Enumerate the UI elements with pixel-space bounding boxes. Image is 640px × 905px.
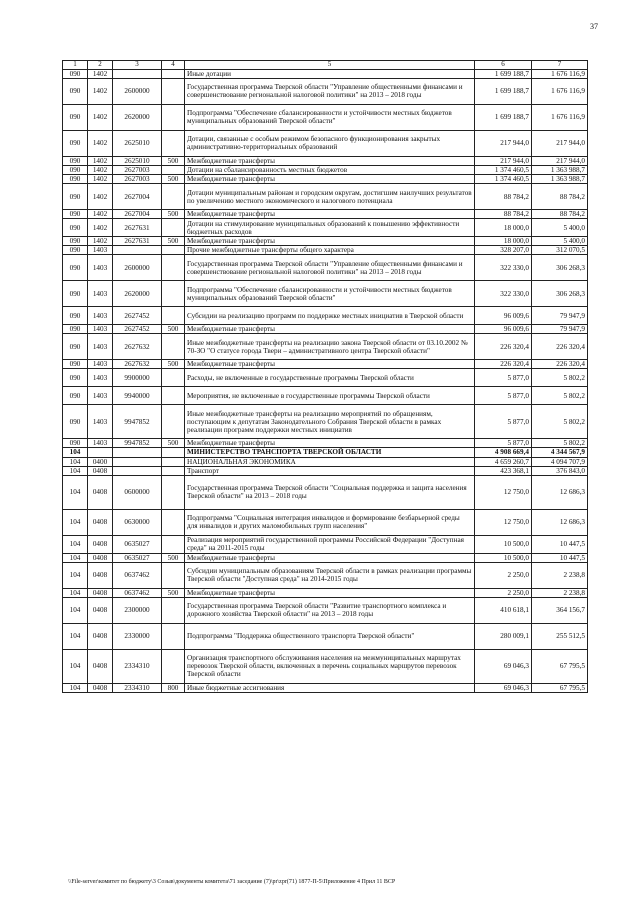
cell-amount-executed: 2 238,8 [532,562,588,588]
cell-description: Дотации, связанные с особым режимом безопасного функционирования закрытых административно-территориальных образований [185,130,475,156]
cell-amount-executed: 4 344 567,9 [532,448,588,457]
cell-description: Подпрограмма "Обеспечение сбалансированности и устойчивости местных бюджетов муниципальных образований Тверской области" [185,281,475,307]
cell-description: Межбюджетные трансферты [185,439,475,448]
cell-amount-executed: 255 512,5 [532,623,588,649]
cell-grbs-code: 104 [63,553,88,562]
cell-section-code: 0408 [88,623,113,649]
cell-expense-type: 500 [162,210,185,219]
table-row [63,683,588,692]
cell-section-code: 1402 [88,237,113,246]
column-header: 4 [162,61,185,70]
cell-grbs-code: 104 [63,562,88,588]
cell-amount-planned: 5 877,0 [475,405,532,439]
cell-section-code: 0408 [88,597,113,623]
cell-description: Субсидии муниципальным образованиям Тверской области в рамках реализации программы Тверской области "Доступная среда" на 2014-2015 годы [185,562,475,588]
cell-expense-type [162,623,185,649]
cell-target-article [113,466,162,475]
cell-grbs-code: 090 [63,360,88,369]
cell-amount-planned: 96 009,6 [475,325,532,334]
cell-target-article: 2627631 [113,237,162,246]
table-row [63,78,588,104]
cell-section-code: 1403 [88,281,113,307]
cell-section-code: 1402 [88,156,113,165]
cell-amount-executed: 2 238,8 [532,588,588,597]
cell-expense-type: 500 [162,156,185,165]
cell-grbs-code: 104 [63,649,88,683]
cell-expense-type [162,562,185,588]
column-header: 1 [63,61,88,70]
cell-amount-planned: 5 877,0 [475,387,532,405]
cell-amount-planned: 69 046,3 [475,683,532,692]
cell-target-article: 2600000 [113,78,162,104]
cell-target-article: 2627632 [113,334,162,360]
table-row [63,307,588,325]
cell-target-article: 2330000 [113,623,162,649]
cell-description: Мероприятия, не включенные в государственные программы Тверской области [185,387,475,405]
table-row [63,509,588,535]
cell-amount-executed: 79 947,9 [532,307,588,325]
cell-section-code: 1402 [88,104,113,130]
column-header: 5 [185,61,475,70]
cell-grbs-code: 104 [63,466,88,475]
cell-amount-executed: 1 676 116,9 [532,104,588,130]
cell-description: Иные межбюджетные трансферты на реализацию закона Тверской области от 03.10.2002 № 70-ЗО "О статусе города Твери – административного центра Тверской области" [185,334,475,360]
table-row [63,246,588,255]
cell-grbs-code: 104 [63,535,88,553]
cell-section-code: 1403 [88,255,113,281]
column-header: 7 [532,61,588,70]
cell-amount-planned: 226 320,4 [475,360,532,369]
cell-description: Подпрограмма "Обеспечение сбалансированности и устойчивости местных бюджетов муниципальных образований Тверской области" [185,104,475,130]
cell-target-article: 2334310 [113,649,162,683]
cell-section-code: 0400 [88,457,113,466]
cell-description: Государственная программа Тверской области "Социальная поддержка и защита населения Тверской области" на 2013 – 2018 годы [185,475,475,509]
cell-amount-executed: 10 447,5 [532,535,588,553]
cell-amount-planned: 88 784,2 [475,210,532,219]
cell-description: Межбюджетные трансферты [185,325,475,334]
cell-grbs-code: 090 [63,184,88,210]
cell-target-article: 2600000 [113,255,162,281]
cell-amount-planned: 5 877,0 [475,439,532,448]
cell-expense-type [162,281,185,307]
cell-description: Прочие межбюджетные трансферты общего характера [185,246,475,255]
cell-expense-type [162,130,185,156]
cell-target-article: 2627452 [113,325,162,334]
cell-target-article: 0635027 [113,535,162,553]
column-header: 3 [113,61,162,70]
cell-amount-executed: 4 094 707,9 [532,457,588,466]
cell-amount-planned: 18 000,0 [475,237,532,246]
cell-section-code: 1402 [88,210,113,219]
table-row [63,553,588,562]
cell-expense-type [162,597,185,623]
cell-expense-type: 500 [162,237,185,246]
cell-target-article: 2627631 [113,219,162,237]
cell-amount-executed: 5 802,2 [532,405,588,439]
cell-description: Иные дотации [185,69,475,78]
cell-description: Межбюджетные трансферты [185,175,475,184]
cell-amount-planned: 410 618,1 [475,597,532,623]
cell-description: Реализация мероприятий государственной программы Российской Федерации "Доступная среда" на 2011-2015 годы [185,535,475,553]
cell-amount-executed: 88 784,2 [532,184,588,210]
cell-amount-executed: 10 447,5 [532,553,588,562]
cell-amount-planned: 322 330,0 [475,281,532,307]
cell-expense-type [162,369,185,387]
cell-amount-planned: 1 374 460,5 [475,175,532,184]
cell-description: Иные межбюджетные трансферты на реализацию мероприятий по обращениям, поступающим к депутатам Законодательного Собрания Тверской области в рамках реализации программ поддержки местных инициатив [185,405,475,439]
cell-amount-planned: 328 207,0 [475,246,532,255]
cell-section-code: 1403 [88,360,113,369]
cell-amount-planned: 217 944,0 [475,156,532,165]
table-row [63,457,588,466]
cell-target-article: 2620000 [113,281,162,307]
cell-expense-type: 500 [162,360,185,369]
cell-section-code: 1402 [88,175,113,184]
cell-expense-type: 500 [162,588,185,597]
cell-grbs-code: 090 [63,156,88,165]
cell-target-article: 0635027 [113,553,162,562]
cell-amount-executed: 306 268,3 [532,281,588,307]
cell-section-code: 1403 [88,405,113,439]
cell-section-code: 1402 [88,219,113,237]
cell-amount-planned: 5 877,0 [475,369,532,387]
cell-grbs-code: 090 [63,281,88,307]
cell-section-code: 0408 [88,475,113,509]
table-row [63,439,588,448]
cell-target-article [113,457,162,466]
table-row [63,69,588,78]
cell-expense-type [162,649,185,683]
cell-grbs-code: 090 [63,369,88,387]
cell-expense-type: 500 [162,325,185,334]
cell-section-code: 1402 [88,165,113,174]
cell-amount-executed: 306 268,3 [532,255,588,281]
table-row [63,104,588,130]
cell-target-article: 0637462 [113,562,162,588]
cell-expense-type [162,509,185,535]
cell-description: Расходы, не включенные в государственные программы Тверской области [185,369,475,387]
cell-amount-executed: 79 947,9 [532,325,588,334]
cell-grbs-code: 090 [63,307,88,325]
cell-amount-planned: 1 374 460,5 [475,165,532,174]
cell-grbs-code: 104 [63,448,88,457]
cell-grbs-code: 090 [63,255,88,281]
table-row [63,535,588,553]
table-row [63,360,588,369]
cell-section-code: 0408 [88,649,113,683]
cell-description: НАЦИОНАЛЬНАЯ ЭКОНОМИКА [185,457,475,466]
column-header: 2 [88,61,113,70]
cell-amount-executed: 5 802,2 [532,369,588,387]
cell-grbs-code: 090 [63,175,88,184]
page-number: 37 [590,22,598,31]
cell-grbs-code: 104 [63,457,88,466]
cell-section-code: 1403 [88,369,113,387]
cell-amount-executed: 1 363 988,7 [532,165,588,174]
cell-section-code [88,448,113,457]
cell-target-article: 2627003 [113,175,162,184]
cell-amount-executed: 5 802,2 [532,439,588,448]
cell-description: Государственная программа Тверской области "Управление общественными финансами и совершенствование региональной налоговой политики" на 2013 – 2018 годы [185,255,475,281]
cell-amount-executed: 226 320,4 [532,334,588,360]
cell-amount-executed: 5 400,0 [532,237,588,246]
cell-expense-type [162,255,185,281]
cell-target-article [113,246,162,255]
cell-section-code: 0408 [88,553,113,562]
cell-target-article: 2627452 [113,307,162,325]
cell-amount-executed: 12 686,3 [532,475,588,509]
cell-expense-type [162,405,185,439]
cell-grbs-code: 090 [63,69,88,78]
cell-expense-type [162,69,185,78]
table-row [63,562,588,588]
column-header: 6 [475,61,532,70]
cell-section-code: 1403 [88,307,113,325]
cell-amount-planned: 4 659 260,7 [475,457,532,466]
cell-expense-type [162,246,185,255]
cell-grbs-code: 090 [63,130,88,156]
cell-amount-planned: 10 500,0 [475,553,532,562]
table-row [63,649,588,683]
cell-amount-executed: 217 944,0 [532,156,588,165]
cell-amount-planned: 69 046,3 [475,649,532,683]
cell-target-article: 2627004 [113,184,162,210]
cell-description: Государственная программа Тверской области "Развитие транспортного комплекса и дорожного хозяйства Тверской области" на 2013 – 2018 годы [185,597,475,623]
cell-target-article [113,448,162,457]
cell-expense-type: 500 [162,175,185,184]
cell-target-article: 2627003 [113,165,162,174]
cell-amount-planned: 322 330,0 [475,255,532,281]
cell-description: Государственная программа Тверской области "Управление общественными финансами и совершенствование региональной налоговой политики" на 2013 – 2018 годы [185,78,475,104]
cell-amount-planned: 4 908 669,4 [475,448,532,457]
cell-expense-type [162,165,185,174]
cell-expense-type: 800 [162,683,185,692]
cell-amount-executed: 67 795,5 [532,649,588,683]
cell-amount-planned: 1 699 188,7 [475,69,532,78]
cell-section-code: 0408 [88,466,113,475]
cell-expense-type [162,184,185,210]
cell-grbs-code: 104 [63,597,88,623]
table-row [63,387,588,405]
cell-description: Межбюджетные трансферты [185,237,475,246]
cell-expense-type [162,78,185,104]
cell-target-article: 2625010 [113,156,162,165]
cell-section-code: 0408 [88,562,113,588]
cell-amount-executed: 5 400,0 [532,219,588,237]
cell-target-article: 2620000 [113,104,162,130]
file-path-footer: \\File-server\комитет по бюджету\3 Созыв\документы комитета\71 заседание (7)\pr\zpr(71) 1877-П-5\Приложение 4 Прил 11 ВСР [68,879,396,885]
cell-description: Межбюджетные трансферты [185,210,475,219]
table-row [63,165,588,174]
cell-description: МИНИСТЕРСТВО ТРАНСПОРТА ТВЕРСКОЙ ОБЛАСТИ [185,448,475,457]
cell-description: Дотации на сбалансированность местных бюджетов [185,165,475,174]
table-row [63,466,588,475]
cell-amount-executed: 1 676 116,9 [532,69,588,78]
cell-expense-type [162,307,185,325]
cell-section-code: 0408 [88,683,113,692]
cell-section-code: 0408 [88,588,113,597]
cell-description: Субсидии на реализацию программ по поддержке местных инициатив в Тверской области [185,307,475,325]
cell-description: Межбюджетные трансферты [185,588,475,597]
table-row [63,405,588,439]
cell-amount-executed: 226 320,4 [532,360,588,369]
table-row [63,130,588,156]
cell-section-code: 1403 [88,325,113,334]
table-row [63,623,588,649]
cell-grbs-code: 090 [63,387,88,405]
cell-amount-executed: 217 944,0 [532,130,588,156]
cell-amount-executed: 88 784,2 [532,210,588,219]
table-row [63,325,588,334]
cell-amount-executed: 67 795,5 [532,683,588,692]
cell-description: Подпрограмма "Поддержка общественного транспорта Тверской области" [185,623,475,649]
cell-target-article: 2627004 [113,210,162,219]
cell-amount-planned: 2 250,0 [475,562,532,588]
cell-amount-executed: 376 843,0 [532,466,588,475]
cell-target-article: 9947852 [113,405,162,439]
cell-target-article: 9940000 [113,387,162,405]
cell-section-code: 1402 [88,78,113,104]
table-row [63,210,588,219]
cell-amount-planned: 10 500,0 [475,535,532,553]
cell-amount-planned: 280 009,1 [475,623,532,649]
table-row [63,334,588,360]
cell-description: Подпрограмма "Социальная интеграция инвалидов и формирование безбарьерной среды для инвалидов и других маломобильных групп населения" [185,509,475,535]
cell-target-article [113,69,162,78]
cell-expense-type [162,219,185,237]
table-row [63,219,588,237]
cell-expense-type [162,466,185,475]
table-row [63,156,588,165]
table-row [63,237,588,246]
cell-section-code: 0408 [88,509,113,535]
cell-expense-type [162,535,185,553]
table-row [63,184,588,210]
cell-grbs-code: 104 [63,683,88,692]
cell-expense-type [162,104,185,130]
cell-description: Межбюджетные трансферты [185,553,475,562]
cell-description: Транспорт [185,466,475,475]
cell-target-article: 9900000 [113,369,162,387]
table-row [63,281,588,307]
cell-description: Дотации муниципальным районам и городским округам, достигшим наилучших результатов по увеличению местного экономического и налогового потенциала [185,184,475,210]
cell-grbs-code: 104 [63,623,88,649]
cell-expense-type [162,387,185,405]
cell-amount-executed: 1 676 116,9 [532,78,588,104]
cell-section-code: 1403 [88,387,113,405]
cell-amount-planned: 1 699 188,7 [475,78,532,104]
cell-amount-planned: 18 000,0 [475,219,532,237]
cell-grbs-code: 090 [63,237,88,246]
cell-description: Межбюджетные трансферты [185,156,475,165]
table-row [63,475,588,509]
cell-target-article: 2300000 [113,597,162,623]
cell-amount-executed: 1 363 988,7 [532,175,588,184]
cell-amount-planned: 12 750,0 [475,509,532,535]
cell-expense-type [162,457,185,466]
cell-target-article: 2625010 [113,130,162,156]
cell-amount-executed: 12 686,3 [532,509,588,535]
cell-grbs-code: 090 [63,439,88,448]
cell-grbs-code: 090 [63,165,88,174]
cell-target-article: 9947852 [113,439,162,448]
cell-section-code: 1402 [88,184,113,210]
budget-table [62,60,588,693]
cell-target-article: 2627632 [113,360,162,369]
table-row [63,255,588,281]
cell-target-article: 0637462 [113,588,162,597]
cell-amount-planned: 2 250,0 [475,588,532,597]
cell-amount-planned: 423 368,1 [475,466,532,475]
cell-grbs-code: 090 [63,246,88,255]
cell-amount-planned: 1 699 188,7 [475,104,532,130]
cell-section-code: 1402 [88,130,113,156]
cell-expense-type: 500 [162,553,185,562]
cell-expense-type [162,448,185,457]
cell-grbs-code: 090 [63,78,88,104]
cell-section-code: 1402 [88,69,113,78]
table-header-row [63,61,588,70]
cell-amount-planned: 88 784,2 [475,184,532,210]
cell-section-code: 1403 [88,334,113,360]
table-row [63,588,588,597]
cell-expense-type: 500 [162,439,185,448]
cell-description: Межбюджетные трансферты [185,360,475,369]
cell-target-article: 0600000 [113,475,162,509]
cell-grbs-code: 104 [63,475,88,509]
cell-grbs-code: 104 [63,509,88,535]
cell-amount-planned: 12 750,0 [475,475,532,509]
table-row [63,175,588,184]
cell-grbs-code: 090 [63,104,88,130]
cell-section-code: 1403 [88,246,113,255]
cell-expense-type [162,475,185,509]
cell-target-article: 0630000 [113,509,162,535]
cell-description: Организация транспортного обслуживания населения на межмуниципальных маршрутах перевозок Тверской области, включенных в перечень социальных маршрутов перевозок Тверской области [185,649,475,683]
cell-amount-planned: 217 944,0 [475,130,532,156]
cell-grbs-code: 090 [63,219,88,237]
cell-description: Иные бюджетные ассигнования [185,683,475,692]
cell-amount-planned: 226 320,4 [475,334,532,360]
cell-amount-executed: 364 156,7 [532,597,588,623]
table-row [63,597,588,623]
cell-amount-planned: 96 009,6 [475,307,532,325]
cell-grbs-code: 090 [63,325,88,334]
cell-grbs-code: 104 [63,588,88,597]
cell-section-code: 1403 [88,439,113,448]
cell-amount-executed: 312 070,5 [532,246,588,255]
cell-grbs-code: 090 [63,334,88,360]
cell-target-article: 2334310 [113,683,162,692]
cell-grbs-code: 090 [63,405,88,439]
cell-expense-type [162,334,185,360]
cell-grbs-code: 090 [63,210,88,219]
cell-section-code: 0408 [88,535,113,553]
table-row [63,448,588,457]
cell-description: Дотации на стимулирование муниципальных образований к повышению эффективности бюджетных расходов [185,219,475,237]
table-row [63,369,588,387]
cell-amount-executed: 5 802,2 [532,387,588,405]
